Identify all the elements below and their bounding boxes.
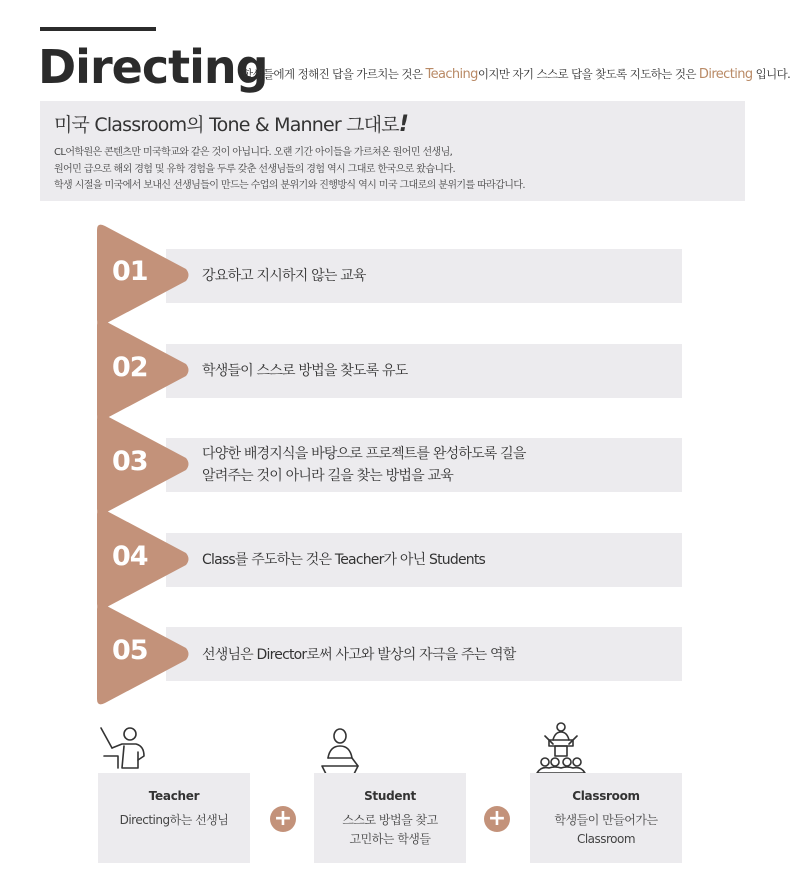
card-desc-line: 학생들이 만들어가는: [554, 813, 658, 827]
intro-heading-text: 미국 Classroom의 Tone & Manner 그대로: [54, 114, 399, 136]
step-text: 학생들이 스스로 방법을 찾도록 유도: [202, 363, 408, 379]
step-number: 05: [112, 635, 148, 666]
step-text: Class를 주도하는 것은 Teacher가 아닌 Students: [202, 552, 486, 568]
intro-line: 학생 시절을 미국에서 보내신 선생님들이 만드는 수업의 분위기와 진행방식 역시 미국 그대로의 분위기를 따라갑니다.: [54, 180, 525, 191]
card-desc-line: Directing하는 선생님: [119, 813, 229, 827]
plus-icon: +: [270, 806, 296, 832]
card-description: [98, 811, 250, 830]
step-number: 01: [112, 256, 148, 287]
subtitle-highlight-teaching: Teaching: [425, 67, 478, 82]
step-text: 강요하고 지시하지 않는 교육: [202, 268, 366, 284]
intro-heading-mark: !: [398, 112, 409, 137]
step-text: 선생님은 Director로써 사고와 발상의 자극을 주는 역할: [202, 647, 516, 663]
card-description: [314, 811, 466, 849]
step-text: 알려주는 것이 아니라 길을 찾는 방법을 교육: [202, 468, 453, 484]
card-desc-line: Classroom: [576, 832, 636, 846]
subtitle-text-1: 학생들에게 정해진 답을 가르치는 것은: [242, 67, 423, 81]
classroom-card: [530, 773, 682, 863]
page-title: Directing: [38, 40, 268, 94]
intro-line: 원어민 급으로 해외 경험 및 유학 경험을 두루 갖춘 선생님들의 경험 역시 그대로 한국으로 왔습니다.: [54, 164, 456, 175]
intro-line: CL어학원은 콘텐츠만 미국학교와 같은 것이 아닙니다. 오랜 기간 아이들을 가르쳐온 원어민 선생님,: [54, 147, 453, 158]
subtitle-text-2: 이지만 자기 스스로 답을 찾도록 지도하는 것은: [477, 67, 696, 81]
teacher-card: [98, 773, 250, 863]
card-title: Classroom: [572, 789, 640, 803]
step-text: 다양한 배경지식을 바탕으로 프로젝트를 완성하도록 길을: [202, 446, 526, 462]
step-number: 02: [112, 352, 148, 383]
card-description: [530, 811, 682, 849]
card-title: Student: [364, 789, 416, 803]
card-title: Teacher: [148, 789, 200, 803]
intro-heading: [54, 110, 408, 137]
title-rule: [40, 27, 156, 31]
step-number: 04: [112, 541, 148, 572]
page-subtitle: [242, 66, 790, 82]
subtitle-text-3: 입니다.: [755, 67, 790, 81]
classroom-icon: [535, 722, 587, 774]
card-desc-line: 고민하는 학생들: [349, 832, 431, 846]
plus-icon: +: [484, 806, 510, 832]
student-card: [314, 773, 466, 863]
subtitle-highlight-directing: Directing: [698, 67, 753, 82]
teacher-icon: [98, 722, 150, 774]
card-desc-line: 스스로 방법을 찾고: [342, 813, 438, 827]
student-icon: [318, 722, 364, 774]
step-number: 03: [112, 446, 148, 477]
